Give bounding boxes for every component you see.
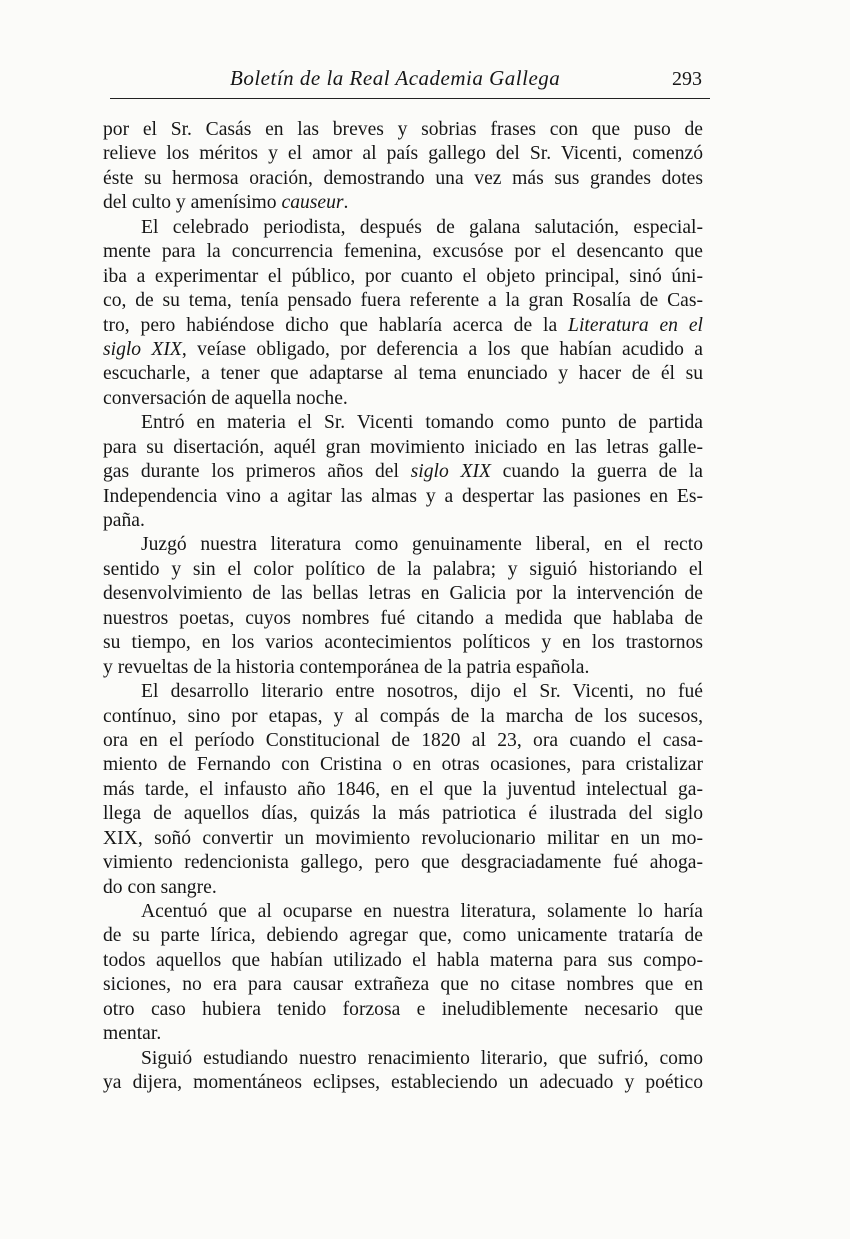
text-line: todos aquellos que habían utilizado el habla materna para sus compo- [103,949,703,971]
text-line: paña. [103,510,145,531]
text-line: Entró en materia el Sr. Vicenti tomando como punto de partida [141,412,703,434]
paragraph [103,900,703,1047]
text-line: XIX, soñó convertir un movimiento revolucionario militar en un mo- [103,827,703,849]
text-line: Acentuó que al ocuparse en nuestra literatura, solamente lo haría [141,901,703,922]
paragraph [103,680,703,900]
text-line: por el Sr. Casás en las breves y sobrias frases con que puso de [103,119,703,140]
text-line: su tiempo, en los varios acontecimientos políticos y en los trastornos [103,632,703,654]
paragraph [103,411,703,533]
text-line: conversación de aquella noche. [103,387,348,409]
text-line: más tarde, el infausto año 1846, en el que la juventud intelectual ga- [103,778,703,800]
paragraph [103,118,703,216]
header-rule [110,98,710,99]
text-line: miento de Fernando con Cristina o en otras ocasiones, para cristalizar [103,754,703,776]
text-line: éste su hermosa oración, demostrando una vez más sus grandes dotes [103,167,703,189]
paragraph [103,533,703,680]
text-line: siglo XIX, veíase obligado, por deferencia a los que habían acudido a [103,338,704,360]
text-line: iba a experimentar el público, por cuanto el objeto principal, sinó úni- [103,265,703,287]
page-number: 293 [672,68,702,90]
text-line: El desarrollo literario entre nosotros, dijo el Sr. Vicenti, no fué [141,681,703,703]
running-head [110,66,710,98]
text-line: mente para la concurrencia femenina, excusóse por el desencanto que [103,241,703,263]
text-line: contínuo, sino por etapas, y al compás de la marcha de los sucesos, [103,705,703,727]
text-line: escucharle, a tener que adaptarse al tema enunciado y hacer de él su [103,363,703,385]
text-line: vimiento redencionista gallego, pero que desgraciadamente fué ahoga- [103,852,703,874]
paragraph [103,1047,703,1096]
text-line: Juzgó nuestra literatura como genuinamente liberal, en el recto [141,534,703,556]
text-line: mentar. [103,1023,162,1045]
text-line: de su parte lírica, debiendo agregar que, como unicamente trataría de [103,925,703,947]
text-line: nuestros poetas, cuyos nombres fué citando a medida que hablaba de [103,607,703,629]
text-line: y revueltas de la historia contemporánea de la patria española. [103,656,590,678]
text-line: gas durante los primeros años del siglo XIX cuando la guerra de la [103,461,704,483]
text-line: Independencia vino a agitar las almas y a despertar las pasiones en Es- [103,485,703,507]
text-line: ya dijera, momentáneos eclipses, estableciendo un adecuado y poético [103,1072,703,1094]
text-line: del culto y amenísimo causeur. [103,192,349,214]
text-line: otro caso hubiera tenido forzosa e ineludiblemente necesario que [103,998,703,1020]
body-text [103,118,703,1096]
text-line: co, de su tema, tenía pensado fuera referente a la gran Rosalía de Cas- [103,290,703,312]
journal-title: Boletín de la Real Academia Gallega [230,66,561,90]
text-line: siciones, no era para causar extrañeza que no citase nombres que en [103,974,703,996]
paragraph [103,216,703,412]
text-line: llega de aquellos días, quizás la más patriotica é ilustrada del siglo [103,803,703,825]
text-line: sentido y sin el color político de la palabra; y siguió historiando el [103,558,703,580]
text-line: do con sangre. [103,876,217,898]
text-line: relieve los méritos y el amor al país gallego del Sr. Vicenti, comenzó [103,143,703,165]
text-line: desenvolvimiento de las bellas letras en Galicia por la intervención de [103,583,703,605]
text-line: tro, pero habiéndose dicho que hablaría acerca de la Literatura en el [103,314,703,336]
text-line: para su disertación, aquél gran movimiento iniciado en las letras galle- [103,436,703,458]
text-line: El celebrado periodista, después de galana salutación, especial- [141,216,703,238]
text-line: Siguió estudiando nuestro renacimiento literario, que sufrió, como [141,1047,703,1069]
text-line: ora en el período Constitucional de 1820 al 23, ora cuando el casa- [103,729,703,751]
